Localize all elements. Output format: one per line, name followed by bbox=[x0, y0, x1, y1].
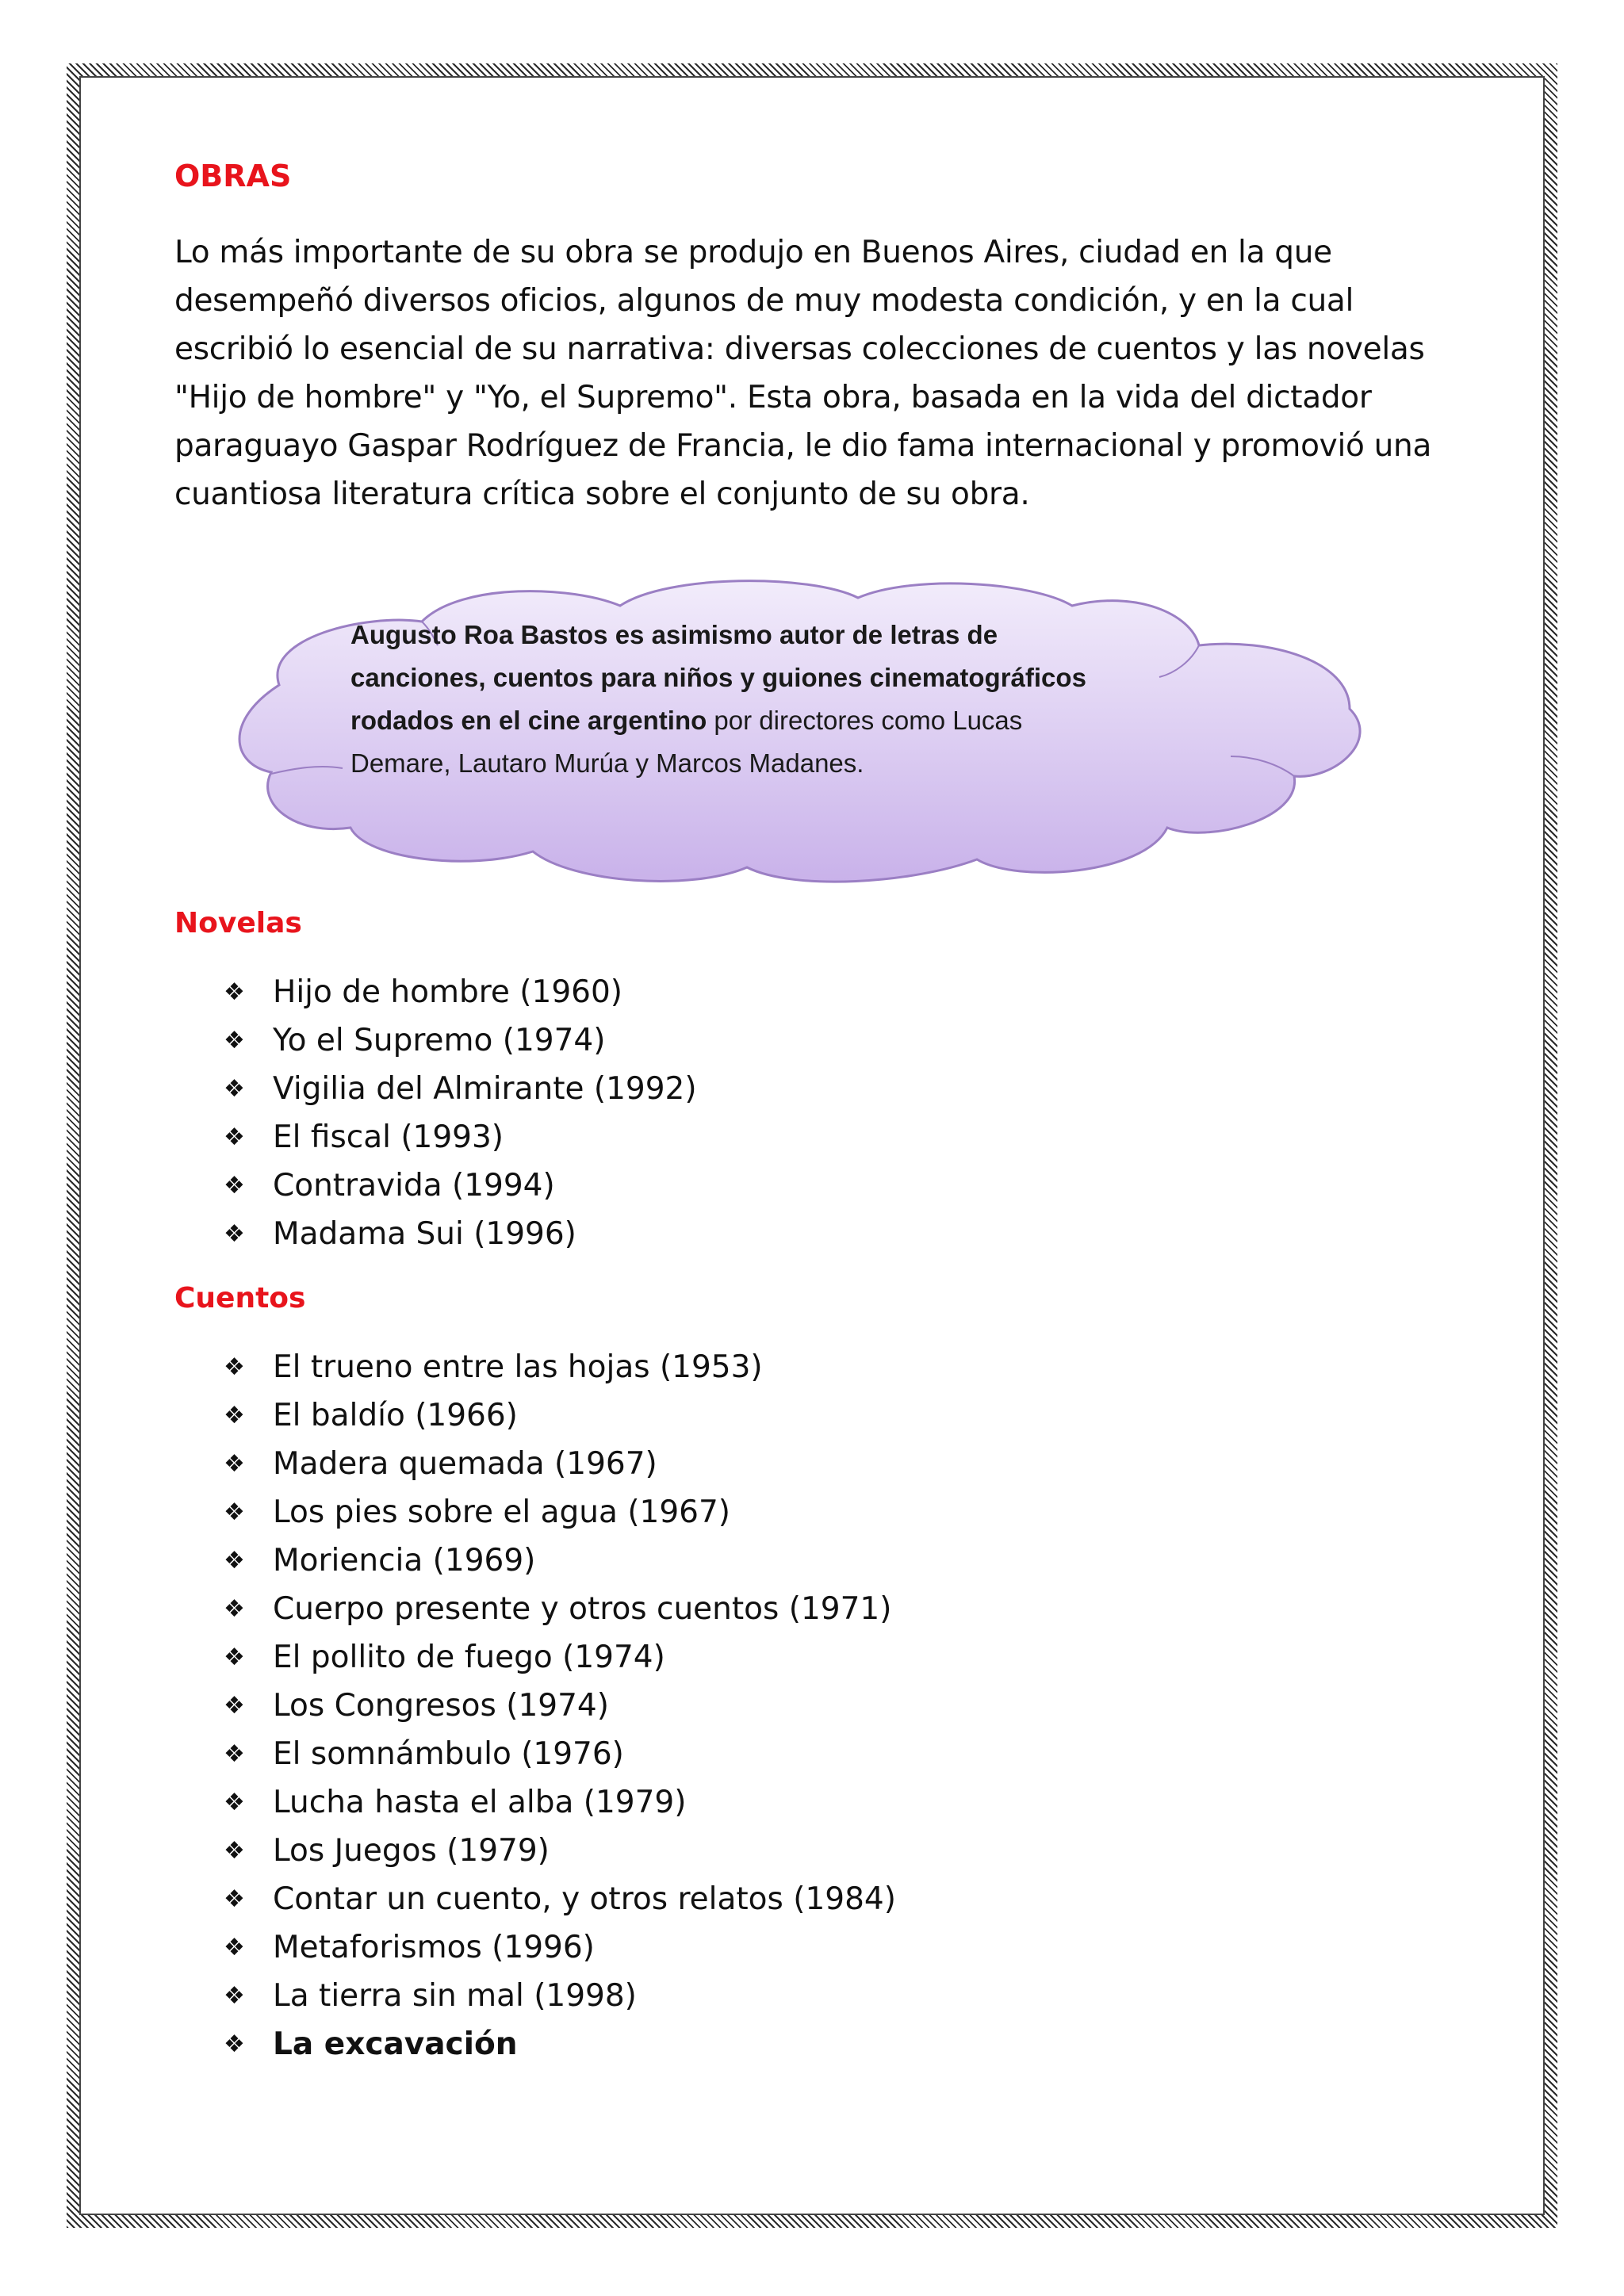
heading-novelas: Novelas bbox=[174, 907, 302, 939]
list-item: ❖ Los Congresos (1974) bbox=[224, 1682, 1443, 1730]
diamond-bullet-icon: ❖ bbox=[224, 1885, 245, 1913]
diamond-bullet-icon: ❖ bbox=[224, 2030, 245, 2058]
list-item: ❖ Vigilia del Almirante (1992) bbox=[224, 1065, 1443, 1113]
list-item: ❖ El somnámbulo (1976) bbox=[224, 1730, 1443, 1778]
list-item: ❖ La excavación bbox=[224, 2020, 1443, 2068]
diamond-bullet-icon: ❖ bbox=[224, 1027, 245, 1054]
diamond-bullet-icon: ❖ bbox=[224, 1740, 245, 1768]
list-item: ❖ Madera quemada (1967) bbox=[224, 1440, 1443, 1488]
list-item: ❖ El pollito de fuego (1974) bbox=[224, 1633, 1443, 1682]
diamond-bullet-icon: ❖ bbox=[224, 1789, 245, 1816]
diamond-bullet-icon: ❖ bbox=[224, 1220, 245, 1248]
section-title: OBRAS bbox=[174, 159, 292, 193]
list-item: ❖ Los Juegos (1979) bbox=[224, 1827, 1443, 1875]
callout-regular-text: por directores como Lucas Demare, Lautaro Murúa y Marcos Madanes. bbox=[350, 706, 1023, 778]
list-item: ❖ Los pies sobre el agua (1967) bbox=[224, 1488, 1443, 1536]
list-item: ❖ El trueno entre las hojas (1953) bbox=[224, 1343, 1443, 1391]
diamond-bullet-icon: ❖ bbox=[224, 1837, 245, 1865]
diamond-bullet-icon: ❖ bbox=[224, 978, 245, 1006]
list-item: ❖ Madama Sui (1996) bbox=[224, 1210, 1443, 1258]
diamond-bullet-icon: ❖ bbox=[224, 1692, 245, 1720]
novelas-list bbox=[174, 968, 1443, 1258]
callout-cloud bbox=[174, 566, 1443, 883]
diamond-bullet-icon: ❖ bbox=[224, 1644, 245, 1671]
list-item: ❖ Yo el Supremo (1974) bbox=[224, 1016, 1443, 1065]
list-item: ❖ El fiscal (1993) bbox=[224, 1113, 1443, 1161]
diamond-bullet-icon: ❖ bbox=[224, 1498, 245, 1526]
diamond-bullet-icon: ❖ bbox=[224, 1075, 245, 1103]
diamond-bullet-icon: ❖ bbox=[224, 1450, 245, 1478]
list-item: ❖ La tierra sin mal (1998) bbox=[224, 1972, 1443, 2020]
list-item: ❖ Contar un cuento, y otros relatos (1984) bbox=[224, 1875, 1443, 1923]
diamond-bullet-icon: ❖ bbox=[224, 1934, 245, 1961]
list-item: ❖ El baldío (1966) bbox=[224, 1391, 1443, 1440]
cuentos-list bbox=[174, 1343, 1443, 2068]
diamond-bullet-icon: ❖ bbox=[224, 1353, 245, 1381]
callout-bold-text: Augusto Roa Bastos es asimismo autor de letras de canciones, cuentos para niños y guiones cinematográficos rodados en el cine argentino bbox=[350, 620, 1086, 735]
list-item: ❖ Contravida (1994) bbox=[224, 1161, 1443, 1210]
intro-paragraph: Lo más importante de su obra se produjo en Buenos Aires, ciudad en la que desempeñó diversos oficios, algunos de muy modesta condición, y en la cual escribió lo esencial de su narrativa: diversas colecciones de cuentos y las novelas "Hijo de hombre" y "Yo, el Supremo". Esta obra, basada en la vida del dictador paraguayo Gaspar Rodríguez de Francia, le dio fama internacional y promovió una cuantiosa literatura crítica sobre el conjunto de su obra. bbox=[174, 235, 1432, 512]
callout-text bbox=[350, 614, 1128, 785]
diamond-bullet-icon: ❖ bbox=[224, 1402, 245, 1429]
list-item: ❖ Lucha hasta el alba (1979) bbox=[224, 1778, 1443, 1827]
list-item: ❖ Cuerpo presente y otros cuentos (1971) bbox=[224, 1585, 1443, 1633]
diamond-bullet-icon: ❖ bbox=[224, 1547, 245, 1575]
diamond-bullet-icon: ❖ bbox=[224, 1123, 245, 1151]
list-item: ❖ Metaforismos (1996) bbox=[224, 1923, 1443, 1972]
heading-cuentos: Cuentos bbox=[174, 1282, 306, 1314]
document-content bbox=[174, 159, 1443, 2068]
list-item: ❖ Hijo de hombre (1960) bbox=[224, 968, 1443, 1016]
diamond-bullet-icon: ❖ bbox=[224, 1172, 245, 1200]
list-item: ❖ Moriencia (1969) bbox=[224, 1536, 1443, 1585]
diamond-bullet-icon: ❖ bbox=[224, 1595, 245, 1623]
diamond-bullet-icon: ❖ bbox=[224, 1982, 245, 2010]
